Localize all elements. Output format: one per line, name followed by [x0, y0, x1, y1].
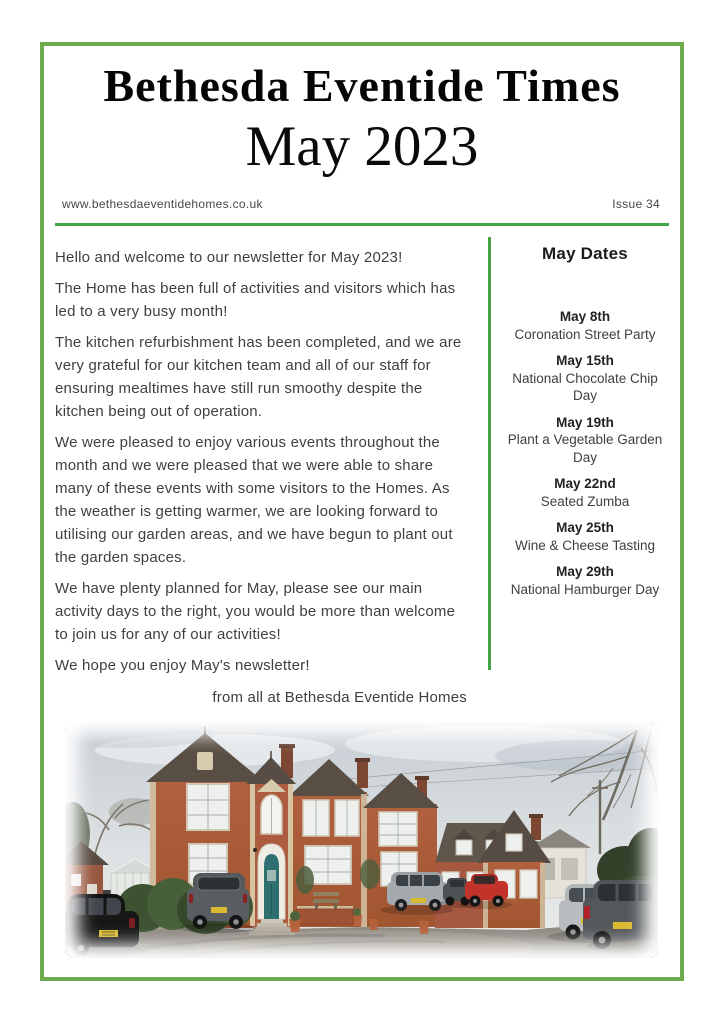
- issue-number: Issue 34: [612, 197, 660, 211]
- event-item: [500, 519, 670, 554]
- photo-illustration: [65, 722, 658, 958]
- main-paragraphs: [55, 246, 469, 709]
- event-name: Seated Zumba: [540, 493, 630, 509]
- event-item: [500, 414, 670, 467]
- event-date: May 29th: [556, 564, 614, 579]
- newsletter-subtitle: May 2023: [245, 115, 479, 178]
- event-item: [500, 352, 670, 405]
- main-paragraph: The kitchen refurbishment has been completed, and we are very grateful for our kitchen team and all of our staff for ensuring mealtimes have still run smoothy despite the kitchen being out of operation.: [55, 334, 462, 420]
- event-name: Wine & Cheese Tasting: [514, 537, 656, 553]
- event-date: May 8th: [559, 309, 611, 324]
- event-item: [500, 475, 670, 510]
- event-date: May 15th: [556, 353, 614, 368]
- event-name: National Chocolate Chip Day: [512, 370, 658, 403]
- main-paragraph: We were pleased to enjoy various events throughout the month and we were pleased that we were able to share many of these events with some visitors to the Homes. As the weather is getting warmer, we are looking forward to utilising our garden areas, and we have begun to plant out the garden spaces.: [55, 434, 453, 566]
- main-paragraph: Hello and welcome to our newsletter for May 2023!: [55, 249, 403, 266]
- event-item: [500, 308, 670, 343]
- may-dates-heading: May Dates: [542, 244, 628, 263]
- website-url: www.bethesdaeventidehomes.co.uk: [62, 197, 263, 211]
- column-divider: [488, 237, 491, 670]
- event-date: May 19th: [556, 414, 614, 430]
- main-paragraph: We hope you enjoy May's newsletter!: [55, 657, 310, 674]
- event-name: National Hamburger Day: [510, 581, 660, 597]
- sidebar-events: [500, 308, 670, 598]
- main-paragraph: We have plenty planned for May, please see our main activity days to the right, you would be more than welcome to join us for any of our activities!: [55, 580, 456, 643]
- event-name: Plant a Vegetable Garden Day: [507, 432, 663, 465]
- event-date: May 22nd: [554, 476, 616, 491]
- header-rule: [55, 223, 669, 226]
- event-date: May 25th: [556, 520, 614, 535]
- newsletter-title: Bethesda Eventide Times: [103, 60, 621, 111]
- event-name: Coronation Street Party: [514, 326, 656, 342]
- sidebar-may-dates: [500, 244, 670, 607]
- event-item: [500, 563, 670, 598]
- signoff: from all at Bethesda Eventide Homes: [212, 689, 467, 706]
- care-home-exterior-photo: [65, 722, 658, 958]
- main-paragraph: The Home has been full of activities and visitors which has led to a very busy month!: [55, 280, 456, 320]
